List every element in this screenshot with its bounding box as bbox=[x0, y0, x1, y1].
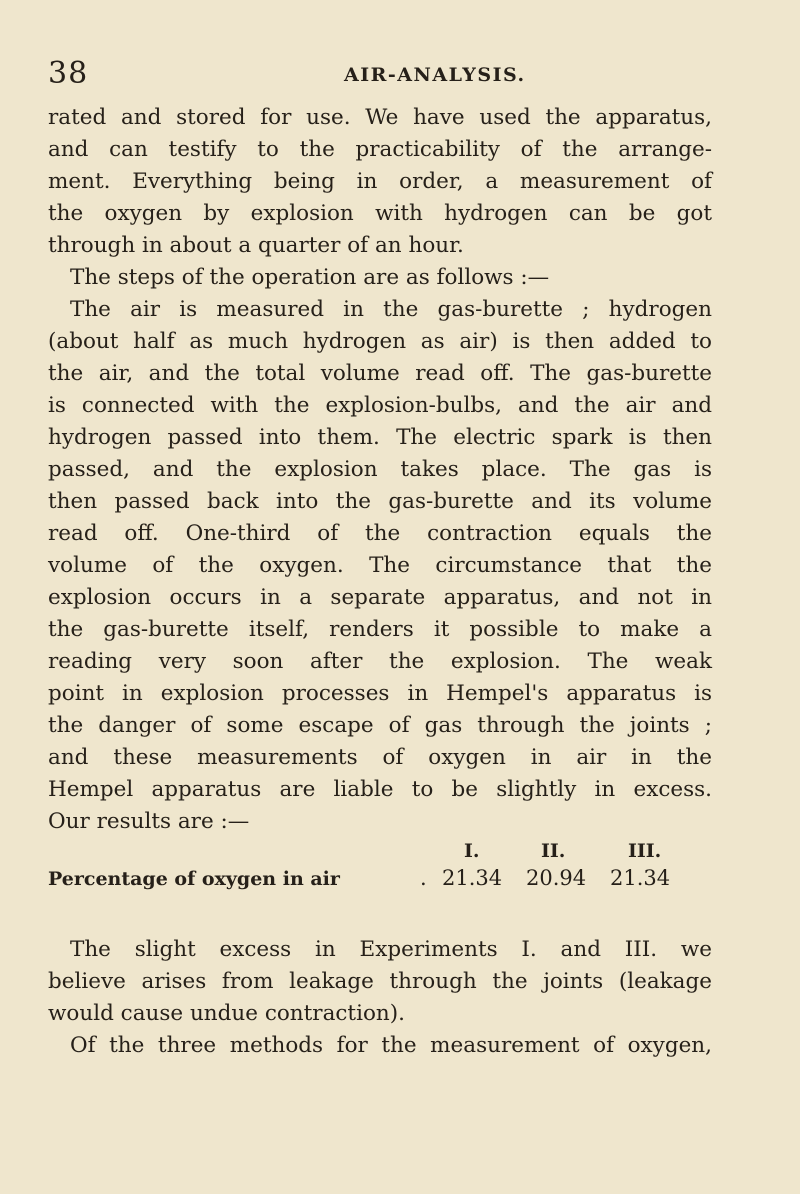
table-value: 20.94 bbox=[526, 866, 587, 890]
text-line: Hempel apparatus are liable to be slightly in excess. bbox=[48, 777, 712, 802]
text-line: Of the three methods for the measurement of oxygen, bbox=[70, 1033, 712, 1058]
text-line: then passed back into the gas-burette and its volume bbox=[48, 489, 712, 514]
text-line: read off. One-third of the contraction equals the bbox=[48, 521, 712, 546]
text-line: ment. Everything being in order, a measurement of bbox=[48, 169, 712, 194]
text-line: the danger of some escape of gas through the joints ; bbox=[48, 713, 712, 738]
text-line: explosion occurs in a separate apparatus, and not in bbox=[48, 585, 712, 610]
text-line: would cause undue contraction). bbox=[48, 1001, 405, 1026]
text-line: and can testify to the practicability of the arrange- bbox=[48, 137, 712, 162]
text-line: the oxygen by explosion with hydrogen can be got bbox=[48, 201, 712, 226]
leader-dot: . bbox=[420, 866, 427, 890]
text-line: Our results are :— bbox=[48, 809, 250, 834]
page-number: 38 bbox=[48, 56, 89, 91]
text-line: passed, and the explosion takes place. The gas is bbox=[48, 457, 712, 482]
row-label: Percentage of oxygen in air bbox=[48, 868, 340, 890]
column-header: III. bbox=[628, 840, 662, 862]
table-value: 21.34 bbox=[442, 866, 503, 890]
text-line: The slight excess in Experiments I. and III. we bbox=[70, 937, 712, 962]
text-line: is connected with the explosion-bulbs, and the air and bbox=[48, 393, 712, 418]
text-line: rated and stored for use. We have used the apparatus, bbox=[48, 105, 712, 130]
text-line: the gas-burette itself, renders it possible to make a bbox=[48, 617, 712, 642]
text-line: and these measurements of oxygen in air in the bbox=[48, 745, 712, 770]
column-header: II. bbox=[541, 840, 566, 862]
text-line: hydrogen passed into them. The electric spark is then bbox=[48, 425, 712, 450]
column-header: I. bbox=[464, 840, 480, 862]
text-line: reading very soon after the explosion. The weak bbox=[48, 649, 712, 674]
running-title: AIR-ANALYSIS. bbox=[344, 64, 526, 86]
text-line: the air, and the total volume read off. The gas-burette bbox=[48, 361, 712, 386]
text-line: (about half as much hydrogen as air) is then added to bbox=[48, 329, 712, 354]
text-line: The air is measured in the gas-burette ; hydrogen bbox=[70, 297, 712, 322]
text-line: volume of the oxygen. The circumstance that the bbox=[48, 553, 712, 578]
text-line: point in explosion processes in Hempel's apparatus is bbox=[48, 681, 712, 706]
text-line: through in about a quarter of an hour. bbox=[48, 233, 464, 258]
table-value: 21.34 bbox=[610, 866, 671, 890]
text-line: The steps of the operation are as follows :— bbox=[70, 265, 550, 290]
text-line: believe arises from leakage through the joints (leakage bbox=[48, 969, 712, 994]
page-header bbox=[48, 56, 718, 96]
